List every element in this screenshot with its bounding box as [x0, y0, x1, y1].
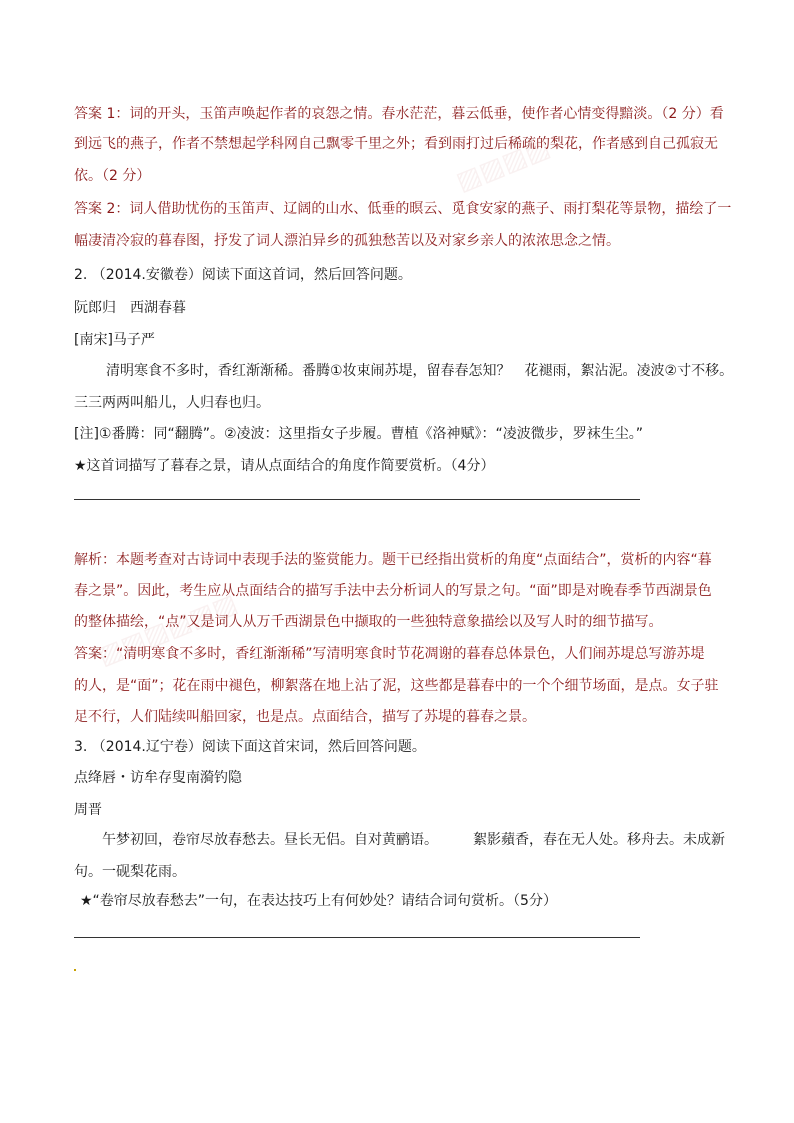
answer-q2-line-2: 的人，是“面”；花在雨中褪色，柳絮落在地上沾了泥，这些都是暮春中的一个个细节场面，是点。女子驻: [74, 678, 719, 694]
stray-mark: [74, 969, 76, 971]
answer-line: [74, 499, 640, 500]
answer-2-line-2: 幅凄清冷寂的暮春图，抒发了词人漂泊异乡的孤独愁苦以及对家乡亲人的浓浓思念之情。: [74, 233, 620, 249]
analysis-line-1: 解析：本题考查对古诗词中表现手法的鉴赏能力。题干已经指出赏析的角度“点面结合”，赏析的内容“暮: [74, 552, 712, 568]
analysis-line-2: 春之景”。因此，考生应从点面结合的描写手法中去分析词人的写景之句。“面”即是对晚春季节西湖景色: [74, 583, 712, 599]
answer-q2-line-1: 答案：“清明寒食不多时，香红渐渐稀”写清明寒食时节花凋谢的暮春总体景色，人们闹苏堤总写游苏堤: [74, 646, 705, 662]
poem-title: 阮郎归 西湖春暮: [74, 300, 186, 316]
answer-1-line-3: 依。（2 分）: [74, 168, 151, 184]
poem-line-1: 午梦初回，卷帘尽放春愁去。昼长无侣。自对黄鹂语。 絮影蘋香，春在无人处。移舟去。未成新: [102, 832, 725, 848]
poem-line-2: 句。一砚梨花雨。: [74, 864, 186, 880]
question-2-prompt: ★这首词描写了暮春之景，请从点面结合的角度作简要赏析。（4分）: [74, 458, 495, 474]
answer-2-line-1: 答案 2：词人借助忧伤的玉笛声、辽阔的山水、低垂的暝云、觅食安家的燕子、雨打梨花等景物，描绘了一: [74, 201, 732, 217]
poem-note: [注]①番腾：同“翻腾”。②凌波：这里指女子步履。曹植《洛神赋》：“凌波微步，罗袜生尘。”: [74, 426, 644, 442]
question-3-header: 3. （2014.辽宁卷）阅读下面这首宋词，然后回答问题。: [74, 739, 426, 755]
watermark: ▨▨▨▨▨▨: [93, 588, 242, 672]
poem-line-1: 清明寒食不多时，香红渐渐稀。番腾①妆束闹苏堤，留春春怎知？ 花褪雨，絮沾泥。凌波②寸不移。: [106, 363, 734, 379]
analysis-line-3: 的整体描绘，“点”又是词人从万千西湖景色中撷取的一些独特意象描绘以及写人时的细节描写。: [74, 614, 663, 630]
answer-line: [74, 937, 640, 938]
poem-title: 点绛唇・访牟存叟南漪钓隐: [74, 770, 242, 786]
question-3-prompt: ★“卷帘尽放春愁去”一句，在表达技巧上有何妙处？请结合词句赏析。（5分）: [80, 893, 557, 909]
poem-author: [南宋]马子严: [74, 332, 155, 348]
answer-1-line-2: 到远飞的燕子，作者不禁想起学科网自己飘零千里之外；看到雨打过后稀疏的梨花，作者感到自己孤寂无: [74, 136, 718, 152]
answer-q2-line-3: 足不行，人们陆续叫船回家，也是点。点面结合，描写了苏堤的暮春之景。: [74, 709, 536, 725]
question-2-header: 2. （2014.安徽卷）阅读下面这首词，然后回答问题。: [74, 267, 412, 283]
poem-author: 周晋: [74, 802, 102, 818]
poem-line-2: 三三两两叫船儿，人归春也归。: [74, 395, 270, 411]
watermark: ▨▨▨▨: [451, 132, 555, 198]
answer-1-line-1: 答案 1：词的开头，玉笛声唤起作者的哀怨之情。春水茫茫，暮云低垂，使作者心情变得黯淡。（2 分）看: [74, 106, 724, 122]
